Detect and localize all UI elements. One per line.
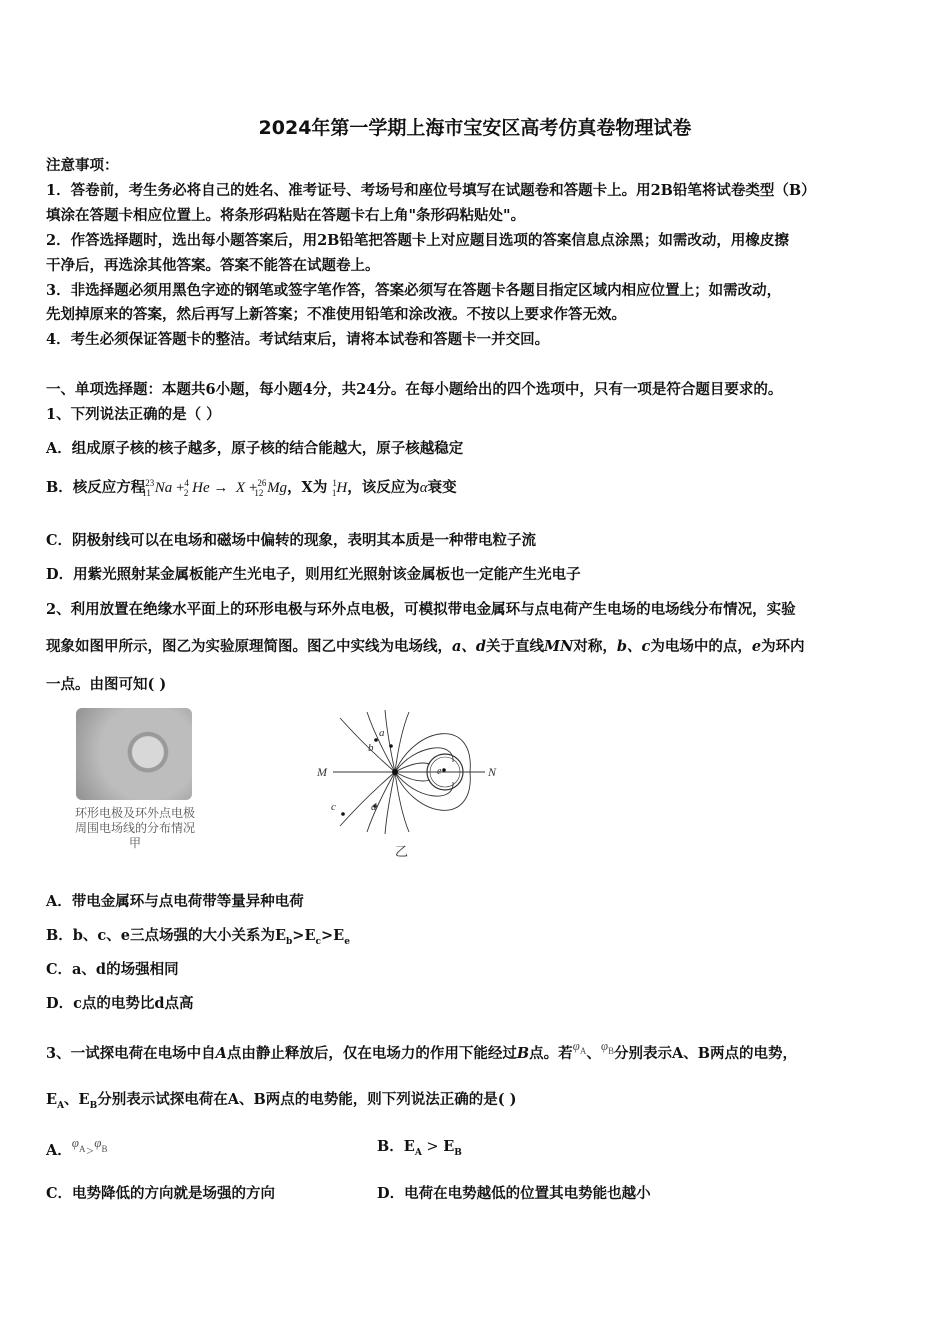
diagram-caption: 乙 <box>395 844 409 859</box>
notice-line-5: 3．非选择题必须用黑色字迹的钢笔或签字笔作答，答案必须写在答题卡各题目指定区域内相应位置上；如需改动， <box>46 282 782 299</box>
q1-stem: 1、下列说法正确的是（ ） <box>46 406 221 423</box>
q3-line-1: 3、一试探电荷在电场中自A点由静止释放后，仅在电场力的作用下能经过B点。若$\varphi^A$、$\varphi^B$分别表示A、B两点的电势， <box>46 1038 798 1062</box>
label-n: N <box>488 765 497 779</box>
q2-line-2: 现象如图甲所示，图乙为实验原理简图。图乙中实线为电场线，a、d关于直线MN对称，b、c为电场中的点，e为环内 <box>46 638 805 655</box>
q3-option-a: A．$\varphi^A>\varphi^B$ <box>46 1135 108 1159</box>
nuclear-equation: $^{23}_{11}$ Na +$^4_2$ He → X +$^{26}_{12}$ Mg <box>142 478 288 498</box>
notice-line-2: 填涂在答题卡相应位置上。将条形码粘贴在答题卡右上角"条形码粘贴处"。 <box>46 207 526 224</box>
q1-option-c: C．阴极射线可以在电场和磁场中偏转的现象，表明其本质是一种带电粒子流 <box>46 532 537 549</box>
notice-heading: 注意事项： <box>46 157 119 174</box>
label-e: e <box>437 766 442 777</box>
label-a: a <box>379 727 385 739</box>
q2-option-b: B．b、c、e三点场强的大小关系为$E_b>E_c>E_e$ <box>46 927 350 947</box>
q2-option-c: C．a、d的场强相同 <box>46 961 179 978</box>
q2-option-d: D．c点的电势比d点高 <box>46 995 194 1012</box>
notice-line-3: 2．作答选择题时，选出每小题答案后，用2B铅笔把答题卡上对应题目选项的答案信息点涂黑；如需改动，用橡皮擦 <box>46 232 789 249</box>
q1-option-d: D．用紫光照射某金属板能产生光电子，则用红光照射该金属板也一定能产生光电子 <box>46 566 581 583</box>
q1-option-b: B．核反应方程$^{23}_{11}$ Na +$^4_2$ He → X +$^{26}_{12}$ Mg，X为 $^1_1$H，该反应为α衰变 <box>46 478 457 498</box>
q3-option-c: C．电势降低的方向就是场强的方向 <box>46 1185 276 1202</box>
experiment-photo <box>76 708 192 800</box>
photo-caption: 环形电极及环外点电极 周围电场线的分布情况 甲 <box>74 806 195 850</box>
page-title: 2024年第一学期上海市宝安区高考仿真卷物理试卷 <box>258 117 692 139</box>
q2-line-3: 一点。由图可知( ) <box>46 676 167 693</box>
q3-line-2: $E_A$、$E_B$分别表示试探电荷在A、B两点的电势能，则下列说法正确的是( ) <box>46 1091 517 1111</box>
label-d: d <box>371 801 377 813</box>
notice-line-1: 1．答卷前，考生务必将自己的姓名、准考证号、考场号和座位号填写在试题卷和答题卡上。用2B铅笔将试卷类型（B） <box>46 182 816 199</box>
label-b: b <box>368 742 374 754</box>
q1-b-prefix: B．核反应方程 <box>46 479 146 496</box>
q1-option-a: A．组成原子核的核子越多，原子核的结合能越大，原子核越稳定 <box>46 440 464 457</box>
q2-option-a: A．带电金属环与点电荷带等量异种电荷 <box>46 893 304 910</box>
field-line-diagram <box>305 706 505 866</box>
q3-option-b: B．$E_A > E_B$ <box>377 1138 462 1158</box>
notice-line-4: 干净后，再选涂其他答案。答案不能答在试题卷上。 <box>46 257 380 274</box>
notice-line-6: 先划掉原来的答案，然后再写上新答案；不准使用铅笔和涂改液。不按以上要求作答无效。 <box>46 306 626 323</box>
notice-line-7: 4．考生必须保证答题卡的整洁。考试结束后，请将本试卷和答题卡一并交回。 <box>46 331 550 348</box>
q2-line-1: 2、利用放置在绝缘水平面上的环形电极与环外点电极，可模拟带电金属环与点电荷产生电场的电场线分布情况，实验 <box>46 601 796 618</box>
label-c: c <box>331 801 336 813</box>
q3-option-d: D．电荷在电势越低的位置其电势能也越小 <box>377 1185 651 1202</box>
label-m: M <box>317 765 327 779</box>
section-heading: 一、单项选择题：本题共6小题，每小题4分，共24分。在每小题给出的四个选项中，只有一项是符合题目要求的。 <box>46 381 783 398</box>
